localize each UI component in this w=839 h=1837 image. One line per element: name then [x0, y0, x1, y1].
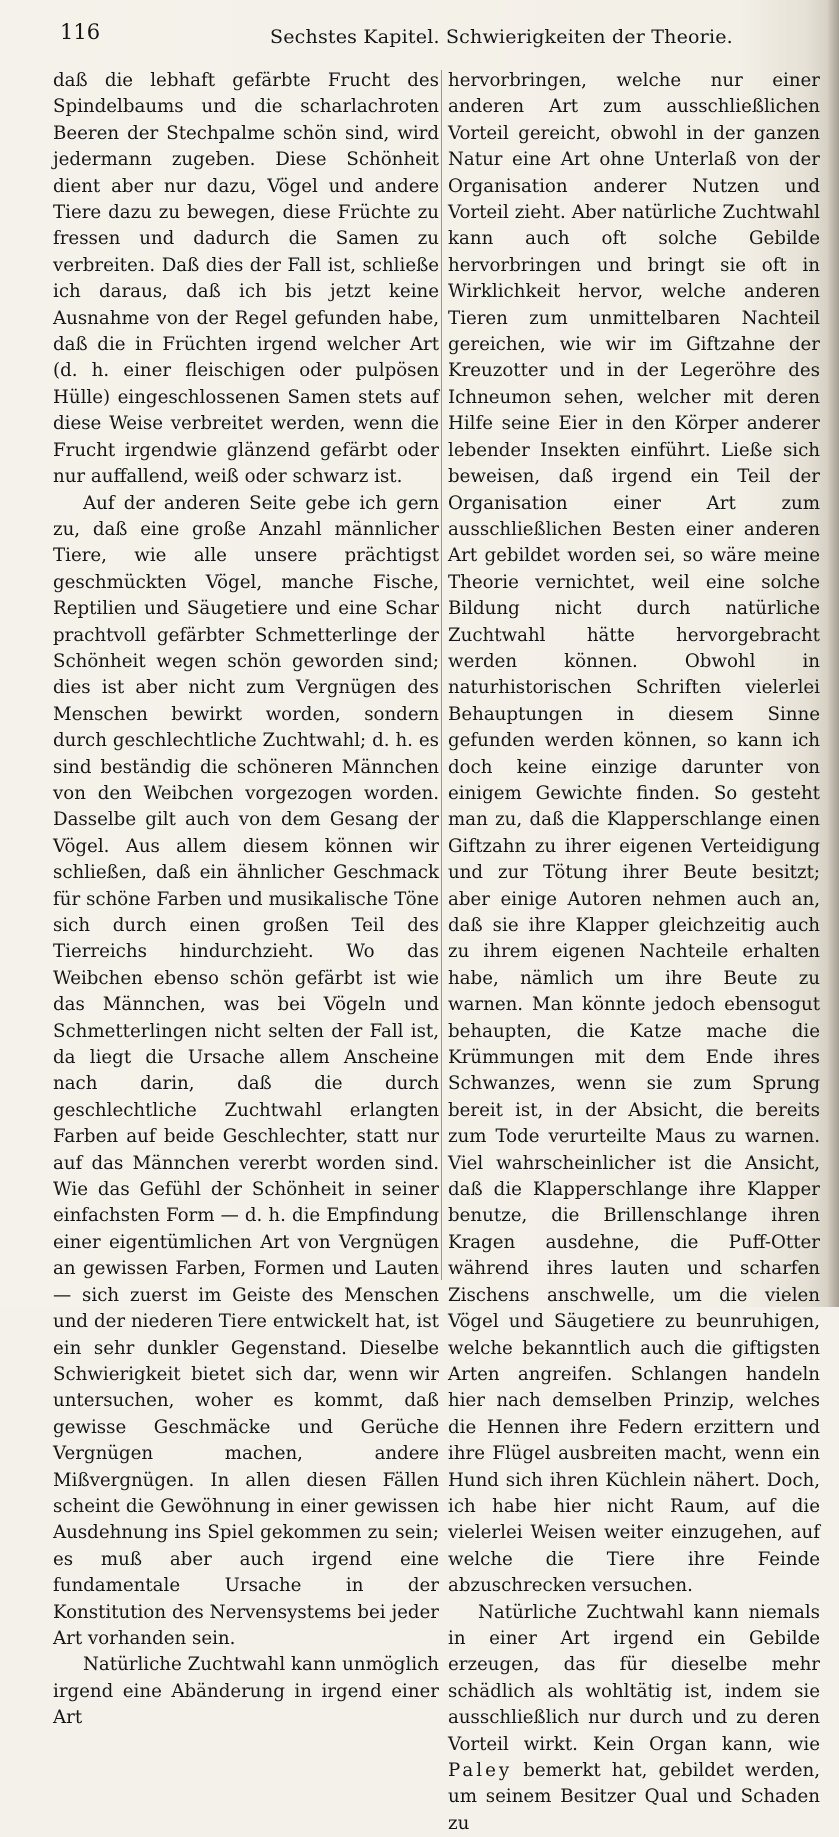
paragraph-text: Natürliche Zuchtwahl kann niemals in einer Art irgend ein Gebilde erzeugen, das für dieselbe mehr schädlich als wohltätig ist, indem sie ausschließlich nur durch und zu deren Vorteil wirkt. Kein Organ kann, wie — [448, 1601, 820, 1755]
page-number: 116 — [60, 20, 101, 44]
left-column — [53, 68, 439, 1729]
column-divider — [441, 70, 442, 1280]
paragraph: Natürliche Zuchtwahl kann unmöglich irgend eine Abänderung in irgend einer Art — [53, 1654, 439, 1729]
paragraph: hervorbringen, welche nur einer anderen Art zum ausschließlichen Vorteil gereicht, obwohl in der ganzen Natur eine Art ohne Unterlaß von der Organisation anderer Nutzen und Vorteil zieht. Aber natürliche Zuchtwahl kann auch oft solche Gebilde hervorbringen und bringt sie oft in Wirklichkeit hervor, welche anderen Tieren zum unmittelbaren Nachteil gereichen, wie wir im Giftzahne der Kreuzotter und in der Legeröhre des Ichneumon sehen, welcher mit deren Hilfe seine Eier in den Körper anderer lebender Insekten einführt. Ließe sich beweisen, daß irgend ein Teil der Organisation einer Art zum ausschließlichen Besten einer anderen Art gebildet worden sei, so wäre meine Theorie vernichtet, weil eine solche Bildung nicht durch natürliche Zuchtwahl hätte hervorgebracht werden können. Obwohl in naturhistorischen Schriften vielerlei Behauptungen in diesem Sinne gefunden werden können, so kann ich doch keine einzige darunter von einigem Gewichte finden. So gesteht man zu, daß die Klapperschlange einen Giftzahn zu ihrer eigenen Verteidigung und zur Tötung ihrer Beute besitzt; aber einige Autoren nehmen auch an, daß sie ihre Klapper gleichzeitig auch zu ihrem eigenen Nachteile erhalten habe, nämlich um ihre Beute zu warnen. Man könnte jedoch ebensogut behaupten, die Katze mache die Krümmungen mit dem Ende ihres Schwanzes, wenn sie zum Sprung bereit ist, in der Absicht, die bereits zum Tode verurteilte Maus zu warnen. Viel wahrscheinlicher ist die Ansicht, daß die Klapperschlange ihre Klapper benutze, die Brillenschlange ihren Kragen ausdehne, die Puff-Otter während ihres lauten und scharfen Zischens anschwelle, um die vielen Vögel und Säugetiere zu beunruhigen, welche bekanntlich auch die giftigsten Arten angreifen. Schlangen handeln hier nach demselben Prinzip, welches die Hennen ihre Federn erzittern und ihre Flügel ausbreiten macht, wenn ein Hund sich ihren Küchlein nähert. Doch, ich habe hier nicht Raum, auf die vielerlei Weisen weiter einzugehen, auf welche die Tiere ihre Feinde abzuschrecken versuchen. — [448, 70, 820, 1597]
author-name: Paley — [448, 1760, 513, 1781]
right-column — [448, 68, 820, 1834]
page-edge-shadow — [827, 0, 839, 1307]
running-head — [50, 16, 820, 56]
paragraph-text: bemerkt hat, gebildet werden, um seinem Besitzer Qual und Schaden zu — [448, 1760, 820, 1834]
paragraph — [448, 1600, 820, 1837]
paragraph: daß die lebhaft gefärbte Frucht des Spindelbaums und die scharlachroten Beeren der Stechpalme schön sind, wird jedermann zugeben. Diese Schönheit dient aber nur dazu, Vögel und andere Tiere dazu zu bewegen, diese Früchte zu fressen und dadurch die Samen zu verbreiten. Daß dies der Fall ist, schließe ich daraus, daß ich bis jetzt keine Ausnahme von der Regel gefunden habe, daß die in Früchten irgend welcher Art (d. h. einer fleischigen oder pulpösen Hülle) eingeschlossenen Samen stets auf diese Weise verbreitet werden, wenn die Frucht irgendwie glänzend gefärbt oder nur auffallend, weiß oder schwarz ist. — [53, 70, 439, 488]
paragraph: Auf der anderen Seite gebe ich gern zu, daß eine große Anzahl männlicher Tiere, wie alle unsere prächtigst geschmückten Vögel, manche Fische, Reptilien und Säugetiere und eine Schar prachtvoll gefärbter Schmetterlinge der Schönheit wegen schön geworden sind; dies ist aber nicht zum Vergnügen des Menschen bewirkt worden, sondern durch geschlechtliche Zuchtwahl; d. h. es sind beständig die schöneren Männchen von den Weibchen vorgezogen worden. Dasselbe gilt auch von dem Gesang der Vögel. Aus allem diesem können wir schließen, daß ein ähnlicher Geschmack für schöne Farben und musikalische Töne sich durch einen großen Teil des Tierreichs hindurchzieht. Wo das Weibchen ebenso schön gefärbt ist wie das Männchen, was bei Vögeln und Schmetterlingen nicht selten der Fall ist, da liegt die Ursache allem Anscheine nach darin, daß die durch geschlechtliche Zuchtwahl erlangten Farben auf beide Geschlechter, statt nur auf das Männchen vererbt worden sind. Wie das Gefühl der Schönheit in seiner einfachsten Form — d. h. die Empfindung einer eigentümlichen Art von Vergnügen an gewissen Farben, Formen und Lauten — sich zuerst im Geiste des Menschen und der niederen Tiere entwickelt hat, ist ein sehr dunkler Gegenstand. Dieselbe Schwierigkeit bietet sich dar, wenn wir untersuchen, woher es kommt, daß gewisse Geschmäcke und Gerüche Vergnügen machen, andere Mißvergnügen. In allen diesen Fällen scheint die Gewöhnung in einer gewissen Ausdehnung ins Spiel gekommen zu sein; es muß aber auch irgend eine fundamentale Ursache in der Konstitution des Nervensystems bei jeder Art vorhanden sein. — [53, 492, 439, 1649]
running-title: Sechstes Kapitel. Schwierigkeiten der Theorie. — [270, 26, 733, 48]
